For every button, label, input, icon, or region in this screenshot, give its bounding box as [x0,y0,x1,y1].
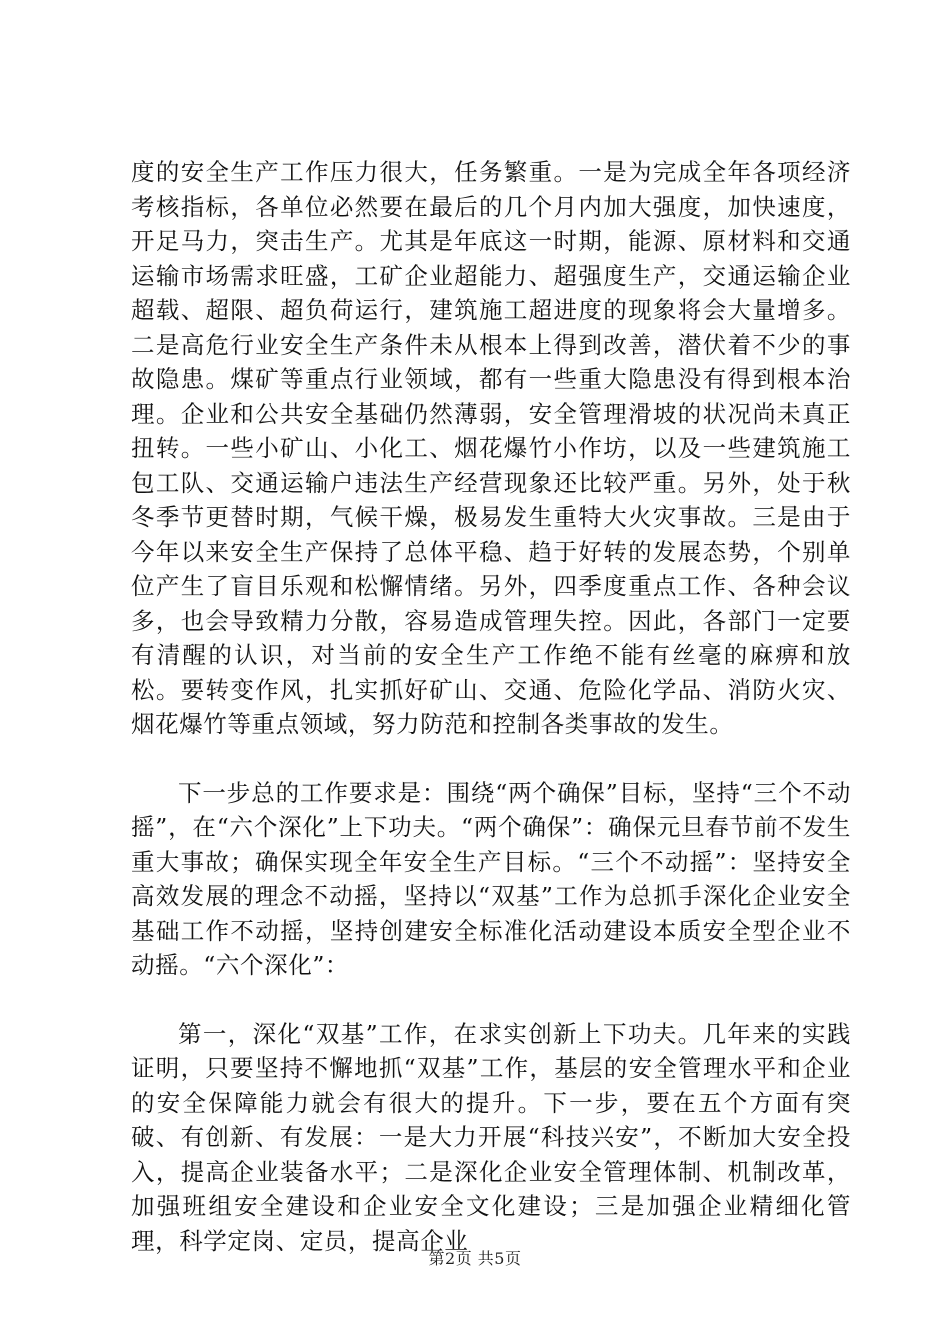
paragraph-1: 度的安全生产工作压力很大，任务繁重。一是为完成全年各项经济考核指标，各单位必然要在最后的几个月内加大强度，加快速度，开足马力，突击生产。尤其是年底这一时期，能源、原材料和交通运输市场需求旺盛，工矿企业超能力、超强度生产，交通运输企业超载、超限、超负荷运行，建筑施工超进度的现象将会大量增多。二是高危行业安全生产条件未从根本上得到改善，潜伏着不少的事故隐患。煤矿等重点行业领域，都有一些重大隐患没有得到根本治理。企业和公共安全基础仍然薄弱，安全管理滑坡的状况尚未真正扭转。一些小矿山、小化工、烟花爆竹小作坊，以及一些建筑施工包工队、交通运输户违法生产经营现象还比较严重。另外，处于秋冬季节更替时期，气候干燥，极易发生重特大火灾事故。三是由于今年以来安全生产保持了总体平稳、趋于好转的发展态势，个别单位产生了盲目乐观和松懈情绪。另外，四季度重点工作、各种会议多，也会导致精力分散，容易造成管理失控。因此，各部门一定要有清醒的认识，对当前的安全生产工作绝不能有丝毫的麻痹和放松。要转变作风，扎实抓好矿山、交通、危险化学品、消防火灾、烟花爆竹等重点领域，努力防范和控制各类事故的发生。 [131,158,851,738]
document-body [131,155,851,1258]
paragraph-3: 第一，深化“双基”工作，在求实创新上下功夫。几年来的实践证明，只要坚持不懈地抓“双基”工作，基层的安全管理水平和企业的安全保障能力就会有很大的提升。下一步，要在五个方面有突破、有创新、有发展：一是大力开展“科技兴安”，不断加大安全投入，提高企业装备水平；二是深化企业安全管理体制、机制改革，加强班组安全建设和企业安全文化建设；三是加强企业精细化管理，科学定岗、定员，提高企业 [131,1019,851,1255]
paragraph-gap [131,983,851,1017]
paragraph-2: 下一步总的工作要求是：围绕“两个确保”目标，坚持“三个不动摇”，在“六个深化”上下功夫。“两个确保”：确保元旦春节前不发生重大事故；确保实现全年安全生产目标。“三个不动摇”：坚持安全高效发展的理念不动摇，坚持以“双基”工作为总抓手深化企业安全基础工作不动摇，坚持创建安全标准化活动建设本质安全型企业不动摇。“六个深化”： [131,778,851,979]
paragraph-gap [131,742,851,776]
page-number-footer: 第2页 共5页 [428,1249,522,1268]
